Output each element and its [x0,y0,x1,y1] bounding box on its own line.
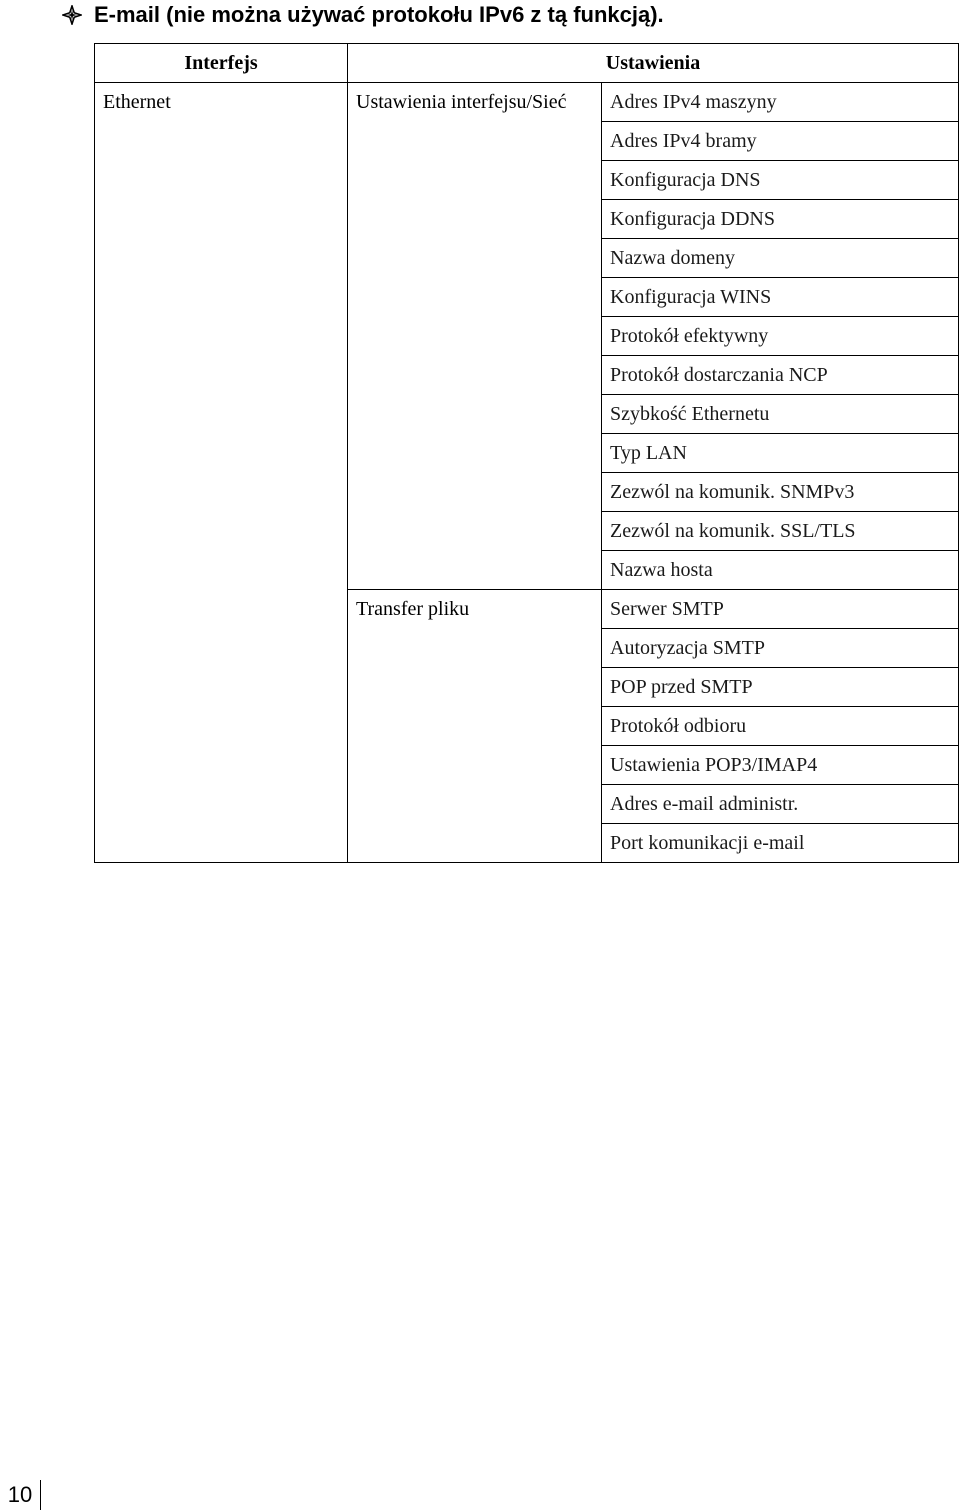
setting-cell: Protokół odbioru [602,707,959,746]
setting-cell: Autoryzacja SMTP [602,629,959,668]
setting-cell: Adres IPv4 maszyny [602,83,959,122]
section-heading [62,0,664,30]
setting-cell: Protokół dostarczania NCP [602,356,959,395]
setting-cell: Zezwól na komunik. SNMPv3 [602,473,959,512]
interface-cell: Ethernet [95,83,348,863]
setting-cell: POP przed SMTP [602,668,959,707]
setting-cell: Typ LAN [602,434,959,473]
section-heading-text: E-mail (nie można używać protokołu IPv6 z tą funkcją). [94,2,664,27]
group-name-file-transfer: Transfer pliku [348,590,602,863]
setting-cell: Nazwa domeny [602,239,959,278]
group-name-network: Ustawienia interfejsu/Sieć [348,83,602,590]
setting-cell: Adres e-mail administr. [602,785,959,824]
table-header-row [95,44,959,83]
table-row [95,83,959,122]
header-settings: Ustawienia [348,44,959,83]
page-number: 10 [0,1480,41,1510]
setting-cell: Port komunikacji e-mail [602,824,959,863]
setting-cell: Konfiguracja DNS [602,161,959,200]
setting-cell: Konfiguracja DDNS [602,200,959,239]
setting-cell: Ustawienia POP3/IMAP4 [602,746,959,785]
setting-cell: Szybkość Ethernetu [602,395,959,434]
setting-cell: Serwer SMTP [602,590,959,629]
setting-cell: Adres IPv4 bramy [602,122,959,161]
setting-cell: Protokół efektywny [602,317,959,356]
setting-cell: Konfiguracja WINS [602,278,959,317]
setting-cell: Zezwól na komunik. SSL/TLS [602,512,959,551]
header-interface: Interfejs [95,44,348,83]
diamond-bullet-icon [62,5,82,25]
setting-cell: Nazwa hosta [602,551,959,590]
settings-table [94,43,959,863]
